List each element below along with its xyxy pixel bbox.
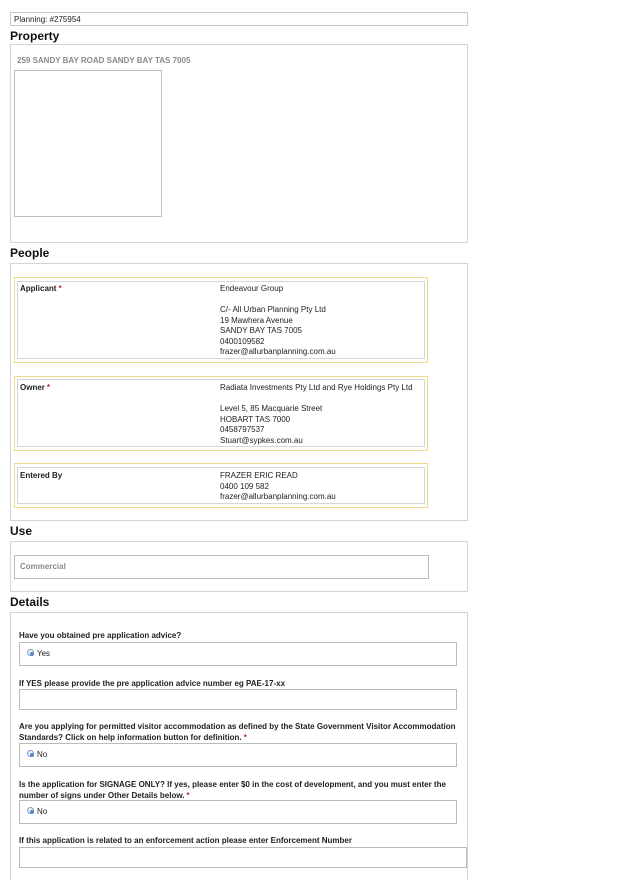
visitor-accommodation-question-line2 — [19, 733, 459, 744]
visitor-accommodation-answer: No — [37, 750, 48, 759]
owner-phone: 0458797537 — [220, 425, 265, 434]
enforcement-number-input[interactable] — [19, 847, 467, 868]
signage-only-question — [19, 780, 459, 801]
owner-street: Level 5, 85 Macquarie Street — [220, 404, 323, 413]
owner-spacer — [220, 394, 413, 405]
signage-only-question-line2-text: number of signs under Other Details below. — [19, 790, 185, 800]
applicant-phone: 0400109582 — [220, 336, 265, 346]
required-marker: * — [243, 732, 247, 742]
owner-label — [20, 383, 50, 392]
use-heading: Use — [10, 524, 33, 538]
owner-details — [220, 383, 413, 446]
entered-by-phone: 0400 109 582 — [220, 481, 269, 491]
applicant-name: Endeavour Group — [220, 284, 284, 293]
applicant-label-text: Applicant — [20, 284, 57, 293]
entered-by-name: FRAZER ERIC READ — [220, 471, 298, 480]
applicant-care-of: C/- All Urban Planning Pty Ltd — [220, 305, 326, 314]
people-heading: People — [10, 246, 50, 260]
use-field[interactable] — [14, 555, 429, 579]
details-heading: Details — [10, 595, 50, 609]
applicant-suburb: SANDY BAY TAS 7005 — [220, 326, 302, 335]
planning-number-bar — [10, 12, 468, 26]
planning-number-label: Planning: #275954 — [14, 15, 81, 24]
applicant-label — [20, 284, 62, 293]
applicant-spacer — [220, 295, 336, 306]
pre-application-answer: Yes — [37, 649, 51, 658]
pre-application-answer-field[interactable] — [19, 642, 457, 666]
pre-application-number-question: If YES please provide the pre application advice number eg PAE-17-xx — [19, 679, 286, 688]
property-address: 259 SANDY BAY ROAD SANDY BAY TAS 7005 — [17, 56, 191, 65]
entered-by-label-text: Entered By — [20, 471, 63, 480]
owner-email: Stuart@sypkes.com.au — [220, 435, 303, 445]
visitor-accommodation-question-line2-text: Standards? Click on help information button for definition. — [19, 732, 242, 742]
pre-application-question: Have you obtained pre application advice? — [19, 631, 182, 640]
owner-suburb: HOBART TAS 7000 — [220, 414, 291, 424]
signage-only-question-line1: Is the application for SIGNAGE ONLY? If yes, please enter $0 in the cost of development, and you must enter the — [19, 780, 446, 789]
visitor-accommodation-question-line1: Are you applying for permitted visitor accommodation as defined by the State Government Visitor Accommodation — [19, 722, 456, 731]
enforcement-number-question: If this application is related to an enforcement action please enter Enforcement Number — [19, 836, 352, 845]
owner-label-text: Owner — [20, 383, 45, 392]
signage-only-answer: No — [37, 807, 48, 816]
property-heading: Property — [10, 29, 60, 43]
use-value: Commercial — [20, 562, 66, 571]
visitor-accommodation-answer-field[interactable] — [19, 743, 457, 767]
applicant-details — [220, 284, 336, 358]
owner-name: Radiata Investments Pty Ltd and Rye Holdings Pty Ltd — [220, 383, 413, 392]
applicant-email: frazer@allurbanplanning.com.au — [220, 347, 336, 356]
entered-by-details — [220, 471, 336, 503]
visitor-accommodation-question — [19, 722, 459, 743]
radio-selected-icon[interactable] — [27, 649, 34, 656]
required-marker: * — [58, 284, 62, 293]
property-map — [14, 70, 162, 217]
radio-selected-icon[interactable] — [27, 750, 34, 757]
applicant-street: 19 Mawhera Avenue — [220, 315, 293, 325]
pre-application-number-input[interactable] — [19, 689, 457, 710]
required-marker: * — [186, 790, 190, 800]
required-marker: * — [46, 383, 51, 392]
entered-by-label — [20, 471, 62, 480]
signage-only-answer-field[interactable] — [19, 800, 457, 824]
radio-selected-icon[interactable] — [27, 807, 34, 814]
entered-by-email: frazer@allurbanplanning.com.au — [220, 492, 336, 501]
